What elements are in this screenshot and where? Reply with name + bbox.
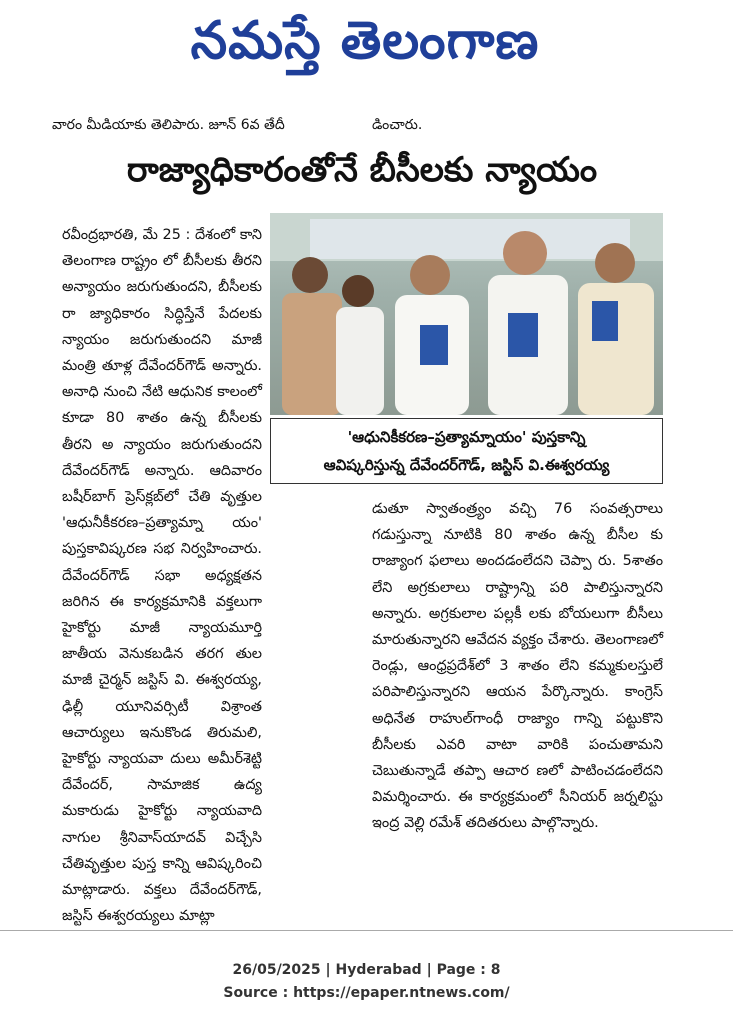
article-paragraph: రవీంద్రభారతి, మే 25 : దేశంలో కాని తెలంగాణ రాష్ట్రం లో బీసీలకు తీరని అన్యాయం జరుగుతుందని, బీసీలకు రా జ్యాధికారం సిద్ధిస్తేనే పేదలకు న్యాయం జరుగుతుందని మాజీ మంత్రి తూళ్ల దేవేందర్‌గౌడ్ అన్నారు. అనాధి నుంచి నేటి ఆధునిక కాలంలో కూడా 80 శాతం ఉన్న బీసీలకు తీరని అ న్యాయం జరుగుతుందని దేవేందర్‌గౌడ్ అన్నారు. ఆదివారం బషీర్‌బాగ్ ప్రెస్‌క్లబ్‌లో చేతి వృత్తుల 'ఆధునీకీకరణ–ప్రత్యామ్నా యం' పుస్తకావిష్కరణ సభ నిర్వహించారు. దేవేందర్‌గౌడ్ సభా అధ్యక్షతన జరిగిన ఈ కార్యక్రమానికి వక్తలుగా హైకోర్టు మాజీ న్యాయమూర్తి జాతీయ వెనుకబడిన తరగ తుల మాజీ చైర్మన్ జస్టిస్ వి. ఈశ్వరయ్య, ఢిల్లీ యూనివర్సిటీ విశ్రాంత ఆచార్యులు ఇనుకొండ తిరుమలి, హైకోర్టు న్యాయవా దులు అమీర్‌శెట్టి దేవేందర్, సామాజిక ఉద్య మకారుడు హైకోర్టు న్యాయవాది నాగుల శ్రీనివాస్‌యాదవ్ విచ్చేసి చేతివృత్తుల పుస్త కాన్ని ఆవిష్కరించి మాట్లాడారు. వక్తలు దేవేందర్‌గౌడ్, జస్టిస్ ఈశ్వరయ్యలు మాట్లా: [62, 227, 262, 925]
article-paragraph: డుతూ స్వాతంత్ర్యం వచ్చి 76 సంవత్సరాలు గడుస్తున్నా నూటికి 80 శాతం ఉన్న బీసీల కు రాజ్యాంగ ఫలాలు అందడంలేదని చెప్పా రు. 5శాతం లేని అగ్రకులాలు రాష్ట్రాన్ని పరి పాలిస్తున్నారని అన్నారు. అగ్రకులాల పల్లకీ లకు బోయలుగా బీసీలు మారుతున్నారని ఆవేదన వ్యక్తం చేశారు. తెలంగాణలో రెండ్లు, ఆంధ్రప్రదేశ్‌లో 3 శాతం లేని కమ్మకులస్తులే పరిపాలిస్తున్నారని ఆయన పేర్కొన్నారు. కాంగ్రెస్ అధినేత రాహుల్‌గాంధీ రాజ్యాం గాన్ని పట్టుకొని బీసీలకు ఎవరి వాటా వారికి పంచుతామని చెబుతున్నాడే తప్పా ఆచార ణలో పాటించడంలేదని విమర్శించారు. ఈ కార్యక్రమంలో సీనియర్ జర్నలిస్టు ఇంద్ర వెల్లి రమేశ్ తదితరులు పాల్గొన్నారు.: [372, 501, 663, 832]
article-column-left-top: [62, 222, 262, 929]
photo-caption-line: 'ఆధునికీకరణ–ప్రత్యామ్నాయం' పుస్తకాన్ని: [347, 428, 586, 446]
book-release-photo: [270, 213, 663, 415]
footer-source-line: Source : https://epaper.ntnews.com/: [223, 985, 510, 1001]
footer-divider: [0, 930, 733, 931]
photo-caption-line: ఆవిష్కరిస్తున్న దేవేందర్‌గౌడ్, జస్టిస్ వి.ఈశ్వరయ్య: [323, 456, 610, 474]
footer-date-line: 26/05/2025 | Hyderabad | Page : 8: [232, 962, 501, 978]
article-column-right: [372, 496, 663, 837]
previous-article-left-tail: వారం మీడియాకు తెలిపారు. జూన్ 6వ తేదీ: [52, 117, 285, 133]
article-headline: రాజ్యాధికారంతోనే బీసీలకు న్యాయం: [126, 150, 598, 190]
newspaper-masthead: నమస్తే తెలంగాణ: [190, 11, 540, 71]
previous-article-right-tail: డించారు.: [372, 117, 423, 133]
photo-caption: [270, 418, 663, 484]
event-photo: [270, 213, 663, 415]
